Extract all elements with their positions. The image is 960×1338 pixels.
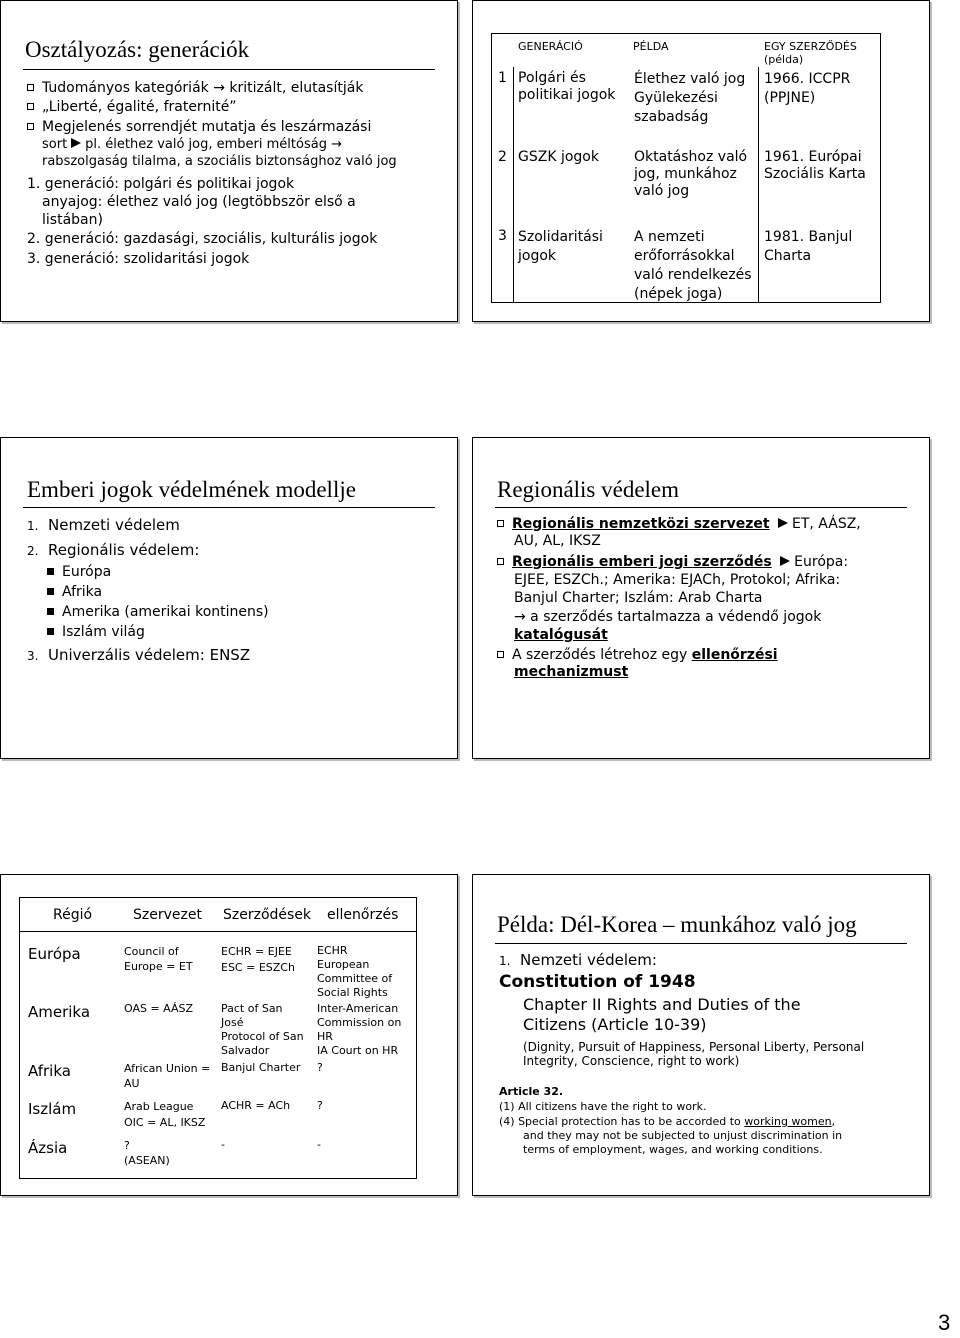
row-number: 1	[498, 70, 507, 86]
region-control: -	[317, 1138, 321, 1151]
hollow-square-bullet-icon	[497, 520, 504, 527]
hollow-square-bullet-icon	[27, 103, 34, 110]
region-name: Európa	[28, 945, 81, 963]
bullet-item: Tudományos kategóriák → kritizált, elutasítják	[27, 80, 363, 97]
header-organization: Szervezet	[133, 907, 202, 923]
generation-3: 3. generáció: szolidaritási jogok	[27, 251, 250, 267]
bullet-continuation: Banjul Charter; Iszlám: Arab Charta	[514, 590, 763, 606]
region-treaties: ACHR = ACh	[221, 1099, 291, 1112]
slide-title: Példa: Dél-Korea – munkához való jog	[497, 912, 857, 937]
slide-regional-systems-table	[0, 874, 458, 1196]
article-paragraph-continuation: terms of employment, wages, and working conditions.	[523, 1143, 823, 1156]
hollow-square-bullet-icon	[497, 558, 504, 565]
header-treaty: EGY SZERZŐDÉS	[764, 40, 857, 53]
term-mechanism: mechanizmust	[514, 664, 629, 680]
row-example: Oktatáshoz való jog, munkához való jog	[634, 149, 748, 199]
region-organization: OAS = AÁSZ	[124, 1002, 194, 1015]
generation-1: 1. generáció: polgári és politikai jogok	[27, 176, 295, 192]
row-example: Élethez való jog Gyülekezési szabadság	[634, 71, 746, 125]
region-organization: Council of Europe = ET	[124, 945, 193, 973]
table-divider	[758, 67, 759, 303]
slide-generations-classification	[0, 0, 458, 322]
region-control: ECHR European Committee of Social Rights	[317, 944, 393, 999]
bullet-item: A szerződés létrehoz egy ellenőrzési	[497, 647, 778, 664]
region-control: ?	[317, 1061, 323, 1074]
right-triangle-icon	[778, 518, 788, 528]
bullet-item: Regionális emberi jogi szerződés Európa:	[497, 554, 848, 571]
region-control: ?	[317, 1099, 323, 1112]
row-number: 3	[498, 228, 507, 244]
table-divider	[513, 67, 514, 303]
sub-item: Iszlám világ	[47, 624, 145, 641]
generation-1-detail: listában)	[42, 212, 103, 228]
header-treaty-note: (példa)	[764, 53, 804, 66]
region-treaties: Pact of San José Protocol of San Salvador	[221, 1002, 304, 1057]
filled-square-bullet-icon	[47, 588, 54, 595]
right-triangle-icon	[71, 138, 81, 148]
filled-square-bullet-icon	[47, 628, 54, 635]
list-item: 2. Regionális védelem:	[27, 541, 200, 559]
constitution-heading: Constitution of 1948	[499, 972, 696, 992]
right-triangle-icon	[780, 556, 790, 566]
row-generation: GSZK jogok	[518, 149, 599, 165]
sub-item: Európa	[47, 564, 111, 581]
article-paragraph: (1) All citizens have the right to work.	[499, 1100, 707, 1113]
bullet-item: „Liberté, égalité, fraternité”	[27, 99, 237, 116]
slide-generations-table	[472, 0, 930, 322]
header-rule	[19, 931, 417, 932]
hollow-square-bullet-icon	[27, 84, 34, 91]
row-generation: Polgári és politikai jogok	[518, 70, 616, 103]
header-control: ellenőrzés	[327, 907, 399, 923]
article-paragraph: (4) Special protection has to be accorded to working women,	[499, 1115, 836, 1128]
slide-title: Regionális védelem	[497, 477, 680, 502]
article-heading: Article 32.	[499, 1085, 564, 1098]
bullet-continuation: rabszolgaság tilalma, a szociális biztonsághoz való jog	[42, 154, 397, 169]
title-rule	[495, 507, 907, 508]
header-region: Régió	[53, 907, 93, 923]
bullet-item: Megjelenés sorrendjét mutatja és leszármazási	[27, 119, 371, 136]
slide-title: Osztályozás: generációk	[25, 37, 250, 62]
region-name: Ázsia	[28, 1139, 68, 1157]
filled-square-bullet-icon	[47, 608, 54, 615]
row-generation: Szolidaritási jogok	[518, 229, 603, 264]
header-treaties: Szerződések	[223, 907, 312, 923]
region-control: Inter-American Commission on HR IA Court on HR	[317, 1002, 402, 1057]
region-name: Amerika	[28, 1003, 91, 1021]
row-treaty: 1961. Európai Szociális Karta	[764, 149, 866, 182]
term-regional-treaty: Regionális emberi jogi szerződés	[512, 554, 772, 570]
hollow-square-bullet-icon	[27, 123, 34, 130]
generation-2: 2. generáció: gazdasági, szociális, kulturális jogok	[27, 231, 378, 247]
chapter-title: Chapter II Rights and Duties of the Citizens (Article 10-39)	[523, 995, 801, 1034]
article-paragraph-continuation: and they may not be subjected to unjust discrimination in	[523, 1129, 843, 1142]
region-treaties: Banjul Charter	[221, 1061, 301, 1074]
slide-regional-protection	[472, 437, 930, 759]
bullet-continuation: AU, AL, IKSZ	[514, 533, 601, 549]
term-control: ellenőrzési	[691, 647, 778, 663]
bullet-continuation: sort pl. élethez való jog, emberi méltóság →	[42, 137, 342, 152]
section-heading: 1. Nemzeti védelem:	[499, 951, 657, 969]
row-number: 2	[498, 149, 507, 165]
term-catalogue: katalógusát	[514, 627, 608, 643]
rights-list: (Dignity, Pursuit of Happiness, Personal Liberty, Personal Integrity, Conscience, right to work)	[523, 1040, 865, 1068]
slide-title: Emberi jogok védelmének modellje	[27, 477, 356, 502]
sub-item: Amerika (amerikai kontinens)	[47, 604, 269, 621]
region-organization: African Union = AU	[124, 1062, 211, 1090]
region-treaties: ECHR = EJEE ESC = ESZCh	[221, 945, 295, 974]
list-item: 1. Nemzeti védelem	[27, 516, 180, 534]
row-treaty: 1966. ICCPR (PPJNE)	[764, 71, 851, 106]
term-working-women: working women	[744, 1115, 832, 1128]
row-treaty: 1981. Banjul Charta	[764, 229, 853, 264]
region-organization: ? (ASEAN)	[124, 1139, 170, 1167]
bullet-continuation: EJEE, ESZCh.; Amerika: EJACh, Protokol; Afrika:	[514, 572, 841, 588]
slide-protection-models	[0, 437, 458, 759]
slide-south-korea-example	[472, 874, 930, 1196]
generation-1-detail: anyajog: élethez való jog (legtöbbször első a	[42, 194, 356, 210]
title-rule	[23, 69, 435, 70]
filled-square-bullet-icon	[47, 568, 54, 575]
region-name: Iszlám	[28, 1100, 77, 1118]
hollow-square-bullet-icon	[497, 651, 504, 658]
header-example: PÉLDA	[633, 40, 669, 53]
row-example: A nemzeti erőforrásokkal való rendelkezés (népek joga)	[634, 229, 752, 302]
region-organization: Arab League OIC = AL, IKSZ	[124, 1100, 206, 1129]
region-treaties: -	[221, 1138, 225, 1151]
title-rule	[495, 943, 907, 944]
bullet-item: Regionális nemzetközi szervezet ET, AÁSZ,	[497, 516, 861, 533]
sub-item: Afrika	[47, 584, 102, 601]
list-item: 3. Univerzális védelem: ENSZ	[27, 646, 251, 664]
title-rule	[23, 507, 435, 508]
header-generation: GENERÁCIÓ	[518, 40, 583, 53]
bullet-continuation: → a szerződés tartalmazza a védendő jogok	[514, 609, 822, 625]
term-regional-organization: Regionális nemzetközi szervezet	[512, 516, 770, 532]
page-number: 3	[938, 1310, 951, 1335]
region-name: Afrika	[28, 1062, 71, 1080]
